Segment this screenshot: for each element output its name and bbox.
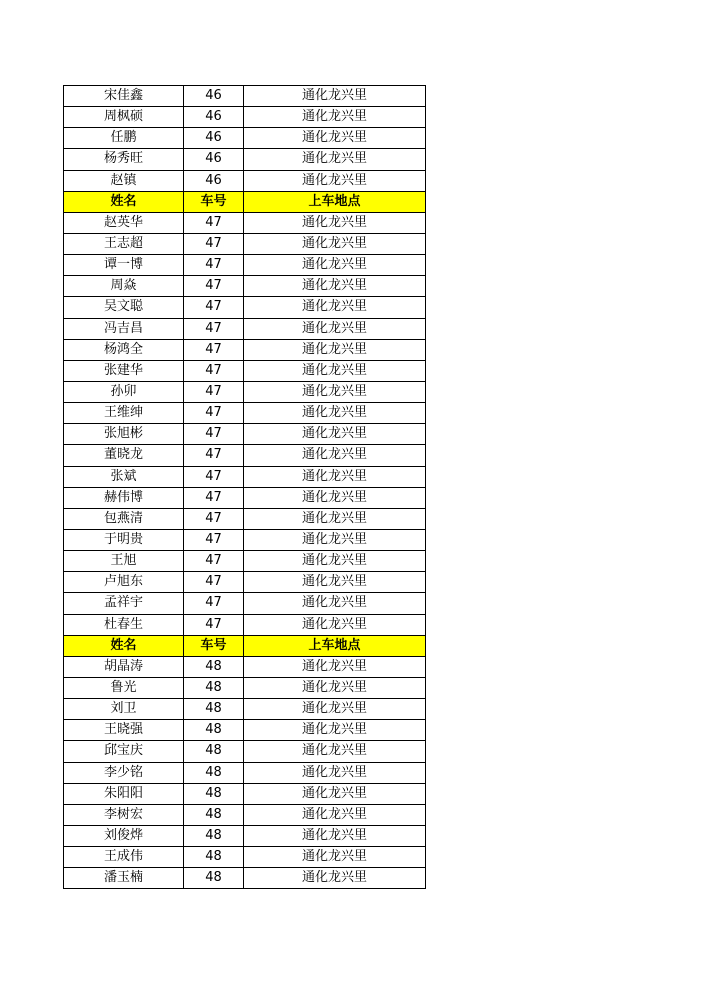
cell-name: 王晓强	[64, 720, 184, 741]
cell-car-number: 48	[184, 699, 244, 720]
cell-car-number: 47	[184, 297, 244, 318]
cell-name: 赫伟博	[64, 487, 184, 508]
cell-car-number: 48	[184, 825, 244, 846]
table-row	[64, 783, 426, 804]
table-row	[64, 233, 426, 254]
cell-pickup-location: 通化龙兴里	[244, 149, 426, 170]
cell-name: 鲁光	[64, 677, 184, 698]
table-row	[64, 86, 426, 107]
cell-pickup-location: 通化龙兴里	[244, 656, 426, 677]
cell-pickup-location: 通化龙兴里	[244, 487, 426, 508]
cell-pickup-location: 通化龙兴里	[244, 170, 426, 191]
cell-name: 刘卫	[64, 699, 184, 720]
table-row	[64, 487, 426, 508]
cell-car-number: 47	[184, 276, 244, 297]
cell-car-number: 47	[184, 424, 244, 445]
cell-pickup-location: 通化龙兴里	[244, 445, 426, 466]
cell-car-number: 47	[184, 593, 244, 614]
header-cell-location: 上车地点	[244, 191, 426, 212]
cell-pickup-location: 通化龙兴里	[244, 572, 426, 593]
cell-car-number: 48	[184, 804, 244, 825]
header-cell-car: 车号	[184, 191, 244, 212]
cell-pickup-location: 通化龙兴里	[244, 741, 426, 762]
cell-pickup-location: 通化龙兴里	[244, 381, 426, 402]
cell-pickup-location: 通化龙兴里	[244, 868, 426, 889]
cell-name: 王旭	[64, 551, 184, 572]
cell-name: 孙卯	[64, 381, 184, 402]
cell-pickup-location: 通化龙兴里	[244, 276, 426, 297]
cell-name: 潘玉楠	[64, 868, 184, 889]
table-row	[64, 699, 426, 720]
cell-pickup-location: 通化龙兴里	[244, 762, 426, 783]
cell-name: 杨秀旺	[64, 149, 184, 170]
table-row	[64, 128, 426, 149]
cell-pickup-location: 通化龙兴里	[244, 424, 426, 445]
table-row	[64, 212, 426, 233]
cell-car-number: 47	[184, 529, 244, 550]
table-row	[64, 614, 426, 635]
cell-name: 刘俊烨	[64, 825, 184, 846]
table-row	[64, 508, 426, 529]
cell-name: 胡晶涛	[64, 656, 184, 677]
table-row	[64, 466, 426, 487]
cell-pickup-location: 通化龙兴里	[244, 403, 426, 424]
cell-pickup-location: 通化龙兴里	[244, 847, 426, 868]
header-cell-name: 姓名	[64, 635, 184, 656]
cell-pickup-location: 通化龙兴里	[244, 804, 426, 825]
cell-car-number: 48	[184, 741, 244, 762]
table-row	[64, 445, 426, 466]
cell-name: 杨鸿全	[64, 339, 184, 360]
table-row	[64, 276, 426, 297]
cell-name: 任鹏	[64, 128, 184, 149]
cell-name: 赵英华	[64, 212, 184, 233]
cell-pickup-location: 通化龙兴里	[244, 699, 426, 720]
cell-pickup-location: 通化龙兴里	[244, 551, 426, 572]
cell-pickup-location: 通化龙兴里	[244, 297, 426, 318]
cell-pickup-location: 通化龙兴里	[244, 360, 426, 381]
cell-name: 王维绅	[64, 403, 184, 424]
table-row	[64, 677, 426, 698]
cell-car-number: 46	[184, 149, 244, 170]
table-row	[64, 255, 426, 276]
cell-car-number: 47	[184, 381, 244, 402]
cell-name: 邱宝庆	[64, 741, 184, 762]
table-row	[64, 318, 426, 339]
table-row	[64, 403, 426, 424]
cell-car-number: 48	[184, 847, 244, 868]
cell-pickup-location: 通化龙兴里	[244, 128, 426, 149]
cell-name: 朱阳阳	[64, 783, 184, 804]
cell-pickup-location: 通化龙兴里	[244, 783, 426, 804]
cell-car-number: 47	[184, 360, 244, 381]
cell-car-number: 47	[184, 614, 244, 635]
cell-car-number: 48	[184, 868, 244, 889]
table-row	[64, 656, 426, 677]
cell-name: 李少铭	[64, 762, 184, 783]
cell-pickup-location: 通化龙兴里	[244, 212, 426, 233]
table-row	[64, 107, 426, 128]
cell-name: 冯吉昌	[64, 318, 184, 339]
table-row	[64, 572, 426, 593]
cell-pickup-location: 通化龙兴里	[244, 825, 426, 846]
cell-pickup-location: 通化龙兴里	[244, 614, 426, 635]
cell-pickup-location: 通化龙兴里	[244, 107, 426, 128]
table-row	[64, 804, 426, 825]
header-cell-name: 姓名	[64, 191, 184, 212]
cell-name: 董晓龙	[64, 445, 184, 466]
cell-pickup-location: 通化龙兴里	[244, 593, 426, 614]
table-header-row	[64, 191, 426, 212]
table-row	[64, 381, 426, 402]
table-row	[64, 741, 426, 762]
cell-name: 孟祥宇	[64, 593, 184, 614]
table-row	[64, 762, 426, 783]
table-row	[64, 825, 426, 846]
cell-car-number: 48	[184, 720, 244, 741]
cell-name: 王成伟	[64, 847, 184, 868]
table-row	[64, 720, 426, 741]
cell-pickup-location: 通化龙兴里	[244, 86, 426, 107]
cell-pickup-location: 通化龙兴里	[244, 466, 426, 487]
cell-name: 杜春生	[64, 614, 184, 635]
cell-pickup-location: 通化龙兴里	[244, 255, 426, 276]
cell-pickup-location: 通化龙兴里	[244, 529, 426, 550]
cell-car-number: 46	[184, 128, 244, 149]
cell-name: 张斌	[64, 466, 184, 487]
cell-name: 周焱	[64, 276, 184, 297]
cell-car-number: 48	[184, 677, 244, 698]
cell-name: 李树宏	[64, 804, 184, 825]
table-row	[64, 424, 426, 445]
cell-pickup-location: 通化龙兴里	[244, 233, 426, 254]
cell-car-number: 47	[184, 318, 244, 339]
cell-name: 谭一博	[64, 255, 184, 276]
table-row	[64, 551, 426, 572]
table-row	[64, 868, 426, 889]
header-cell-car: 车号	[184, 635, 244, 656]
passenger-table-body	[64, 86, 426, 889]
cell-car-number: 47	[184, 508, 244, 529]
cell-name: 宋佳鑫	[64, 86, 184, 107]
cell-car-number: 47	[184, 445, 244, 466]
cell-pickup-location: 通化龙兴里	[244, 720, 426, 741]
table-row	[64, 149, 426, 170]
cell-car-number: 47	[184, 572, 244, 593]
cell-name: 张建华	[64, 360, 184, 381]
cell-car-number: 47	[184, 403, 244, 424]
cell-name: 王志超	[64, 233, 184, 254]
cell-name: 赵镇	[64, 170, 184, 191]
cell-car-number: 47	[184, 487, 244, 508]
cell-car-number: 47	[184, 466, 244, 487]
cell-car-number: 47	[184, 212, 244, 233]
cell-pickup-location: 通化龙兴里	[244, 318, 426, 339]
cell-car-number: 47	[184, 551, 244, 572]
table-row	[64, 170, 426, 191]
cell-pickup-location: 通化龙兴里	[244, 339, 426, 360]
cell-name: 张旭彬	[64, 424, 184, 445]
cell-car-number: 46	[184, 86, 244, 107]
table-row	[64, 593, 426, 614]
passenger-table	[63, 85, 426, 889]
cell-car-number: 46	[184, 107, 244, 128]
cell-name: 周枫硕	[64, 107, 184, 128]
table-row	[64, 339, 426, 360]
cell-car-number: 48	[184, 656, 244, 677]
cell-name: 吴文聪	[64, 297, 184, 318]
cell-car-number: 47	[184, 233, 244, 254]
cell-car-number: 47	[184, 255, 244, 276]
cell-car-number: 48	[184, 762, 244, 783]
table-header-row	[64, 635, 426, 656]
table-row	[64, 847, 426, 868]
cell-car-number: 48	[184, 783, 244, 804]
cell-name: 于明贵	[64, 529, 184, 550]
table-row	[64, 529, 426, 550]
table-row	[64, 360, 426, 381]
cell-pickup-location: 通化龙兴里	[244, 508, 426, 529]
table-row	[64, 297, 426, 318]
header-cell-location: 上车地点	[244, 635, 426, 656]
cell-name: 卢旭东	[64, 572, 184, 593]
cell-pickup-location: 通化龙兴里	[244, 677, 426, 698]
cell-name: 包燕清	[64, 508, 184, 529]
cell-car-number: 47	[184, 339, 244, 360]
cell-car-number: 46	[184, 170, 244, 191]
